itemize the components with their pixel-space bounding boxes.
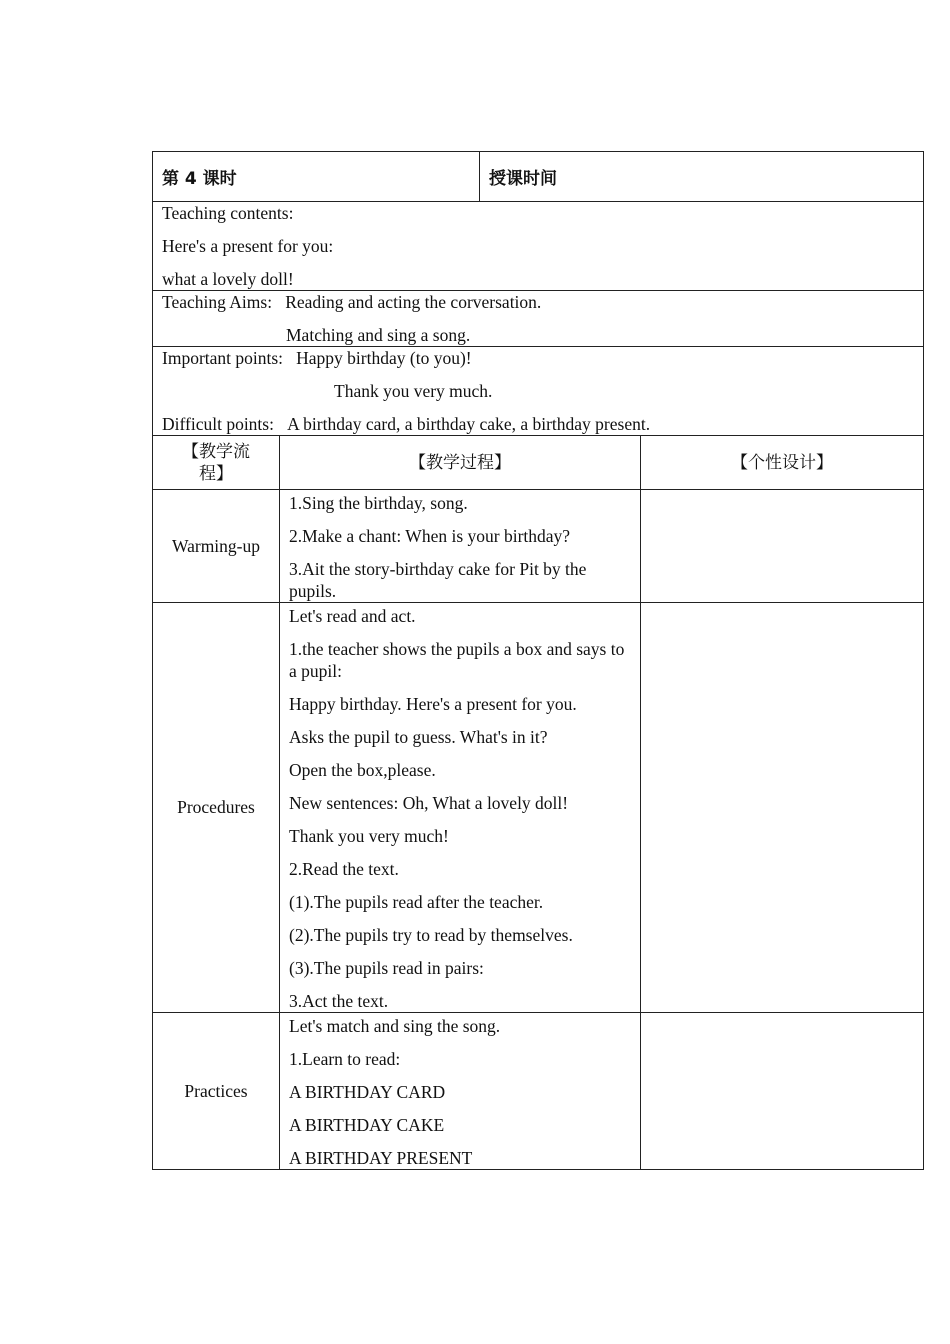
section-label: Warming-up bbox=[153, 490, 280, 603]
content-line: 1.the teacher shows the pupils a box and says to a pupil: bbox=[289, 639, 625, 681]
teaching-contents bbox=[153, 202, 924, 291]
content-line: A BIRTHDAY PRESENT bbox=[289, 1148, 473, 1168]
section-content bbox=[280, 1013, 641, 1170]
content-line: 3.Act the text. bbox=[289, 991, 389, 1011]
contents-line: Here's a present for you: bbox=[162, 236, 334, 256]
content-line: Thank you very much! bbox=[289, 826, 449, 846]
content-line: (3).The pupils read in pairs: bbox=[289, 958, 484, 978]
content-line: Let's match and sing the song. bbox=[289, 1016, 501, 1036]
aims-line: Reading and acting the corversation. bbox=[285, 292, 542, 312]
important-points-label: Important points: bbox=[162, 348, 284, 368]
content-line: Asks the pupil to guess. What's in it? bbox=[289, 727, 548, 747]
contents-title: Teaching contents: bbox=[162, 203, 294, 223]
column-header-design: 【个性设计】 bbox=[641, 436, 924, 490]
content-line: New sentences: Oh, What a lovely doll! bbox=[289, 793, 569, 813]
content-line: 2.Make a chant: When is your birthday? bbox=[289, 526, 571, 546]
lesson-number: 第 4 课时 bbox=[153, 152, 480, 202]
content-line: Happy birthday. Here's a present for you. bbox=[289, 694, 577, 714]
lesson-plan-table bbox=[152, 151, 924, 1170]
section-row-warming-up bbox=[153, 490, 924, 603]
section-content bbox=[280, 603, 641, 1013]
content-line: 1.Sing the birthday, song. bbox=[289, 493, 468, 513]
section-label: Procedures bbox=[153, 603, 280, 1013]
content-line: Let's read and act. bbox=[289, 606, 416, 626]
key-points bbox=[153, 347, 924, 436]
important-point: Happy birthday (to you)! bbox=[296, 348, 472, 368]
content-line: 2.Read the text. bbox=[289, 859, 399, 879]
teaching-time-label: 授课时间 bbox=[480, 152, 924, 202]
section-content bbox=[280, 490, 641, 603]
design-cell bbox=[641, 1013, 924, 1170]
header-row bbox=[153, 152, 924, 202]
content-line: (1).The pupils read after the teacher. bbox=[289, 892, 544, 912]
content-line: A BIRTHDAY CARD bbox=[289, 1082, 446, 1102]
content-line: Open the box,please. bbox=[289, 760, 436, 780]
aims-line: Matching and sing a song. bbox=[286, 325, 471, 345]
aims-label: Teaching Aims: bbox=[162, 292, 273, 312]
content-line: 1.Learn to read: bbox=[289, 1049, 401, 1069]
section-row-procedures bbox=[153, 603, 924, 1013]
section-label: Practices bbox=[153, 1013, 280, 1170]
column-header-process: 【教学过程】 bbox=[280, 436, 641, 490]
section-row-practices bbox=[153, 1013, 924, 1170]
content-line: A BIRTHDAY CAKE bbox=[289, 1115, 445, 1135]
design-cell bbox=[641, 490, 924, 603]
column-header-flow: 【教学流程】 bbox=[153, 436, 280, 490]
column-header-row bbox=[153, 436, 924, 490]
aims-row bbox=[153, 291, 924, 347]
teaching-aims bbox=[153, 291, 924, 347]
content-line: 3.Ait the story-birthday cake for Pit by the pupils. bbox=[289, 559, 587, 601]
contents-line: what a lovely doll! bbox=[162, 269, 294, 289]
points-row bbox=[153, 347, 924, 436]
difficult-point: A birthday card, a birthday cake, a birthday present. bbox=[287, 414, 651, 434]
important-point: Thank you very much. bbox=[334, 381, 493, 401]
contents-row bbox=[153, 202, 924, 291]
difficult-points-label: Difficult points: bbox=[162, 414, 274, 434]
design-cell bbox=[641, 603, 924, 1013]
content-line: (2).The pupils try to read by themselves. bbox=[289, 925, 573, 945]
